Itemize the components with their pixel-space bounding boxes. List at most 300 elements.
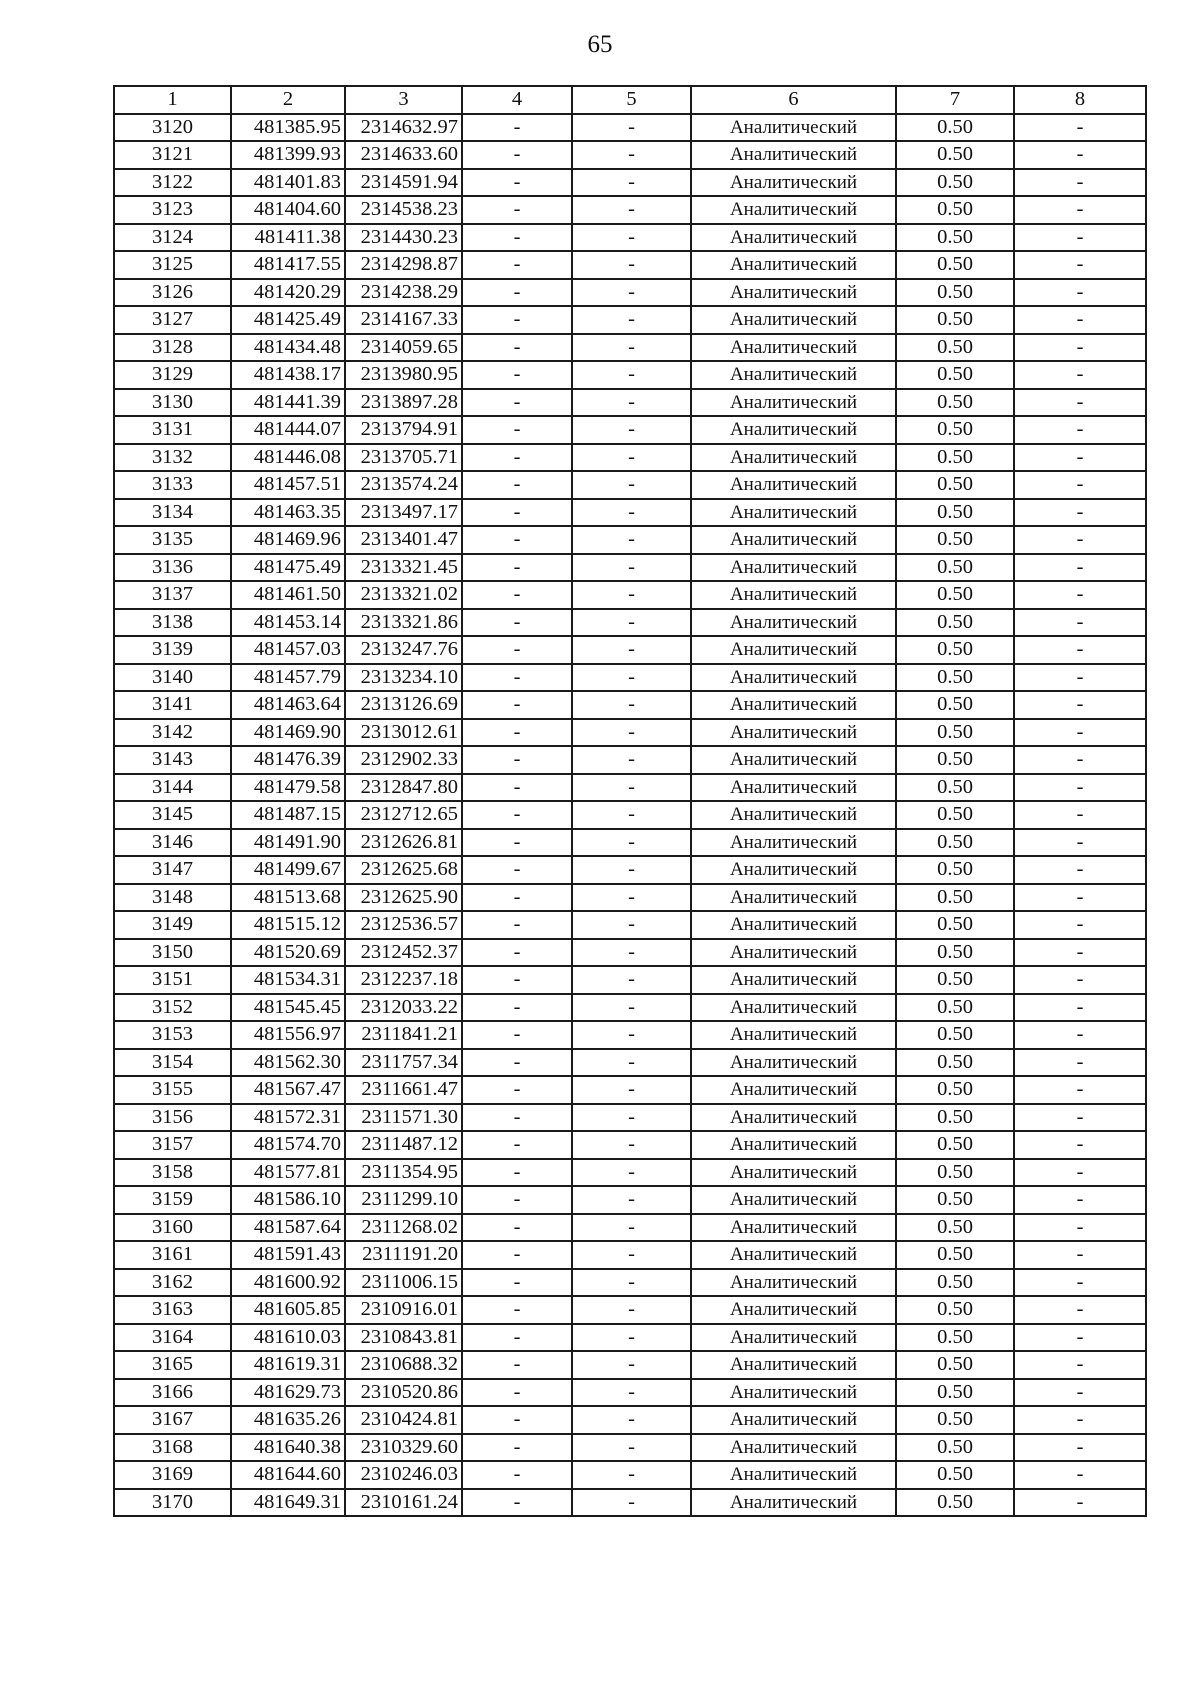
column-header-2: 2 [231, 86, 345, 114]
y-coordinate-cell: 2311299.10 [345, 1186, 462, 1214]
y-coordinate-cell: 2311006.15 [345, 1269, 462, 1297]
accuracy-cell: 0.50 [896, 279, 1014, 307]
accuracy-cell: 0.50 [896, 389, 1014, 417]
y-coordinate-cell: 2313234.10 [345, 664, 462, 692]
table-row [114, 664, 1146, 692]
col-8-value-cell: - [1014, 994, 1146, 1022]
method-cell: Аналитический [691, 939, 896, 967]
method-cell: Аналитический [691, 1159, 896, 1187]
y-coordinate-cell: 2314632.97 [345, 114, 462, 142]
method-cell: Аналитический [691, 1489, 896, 1517]
col-5-value-cell: - [572, 691, 691, 719]
method-cell: Аналитический [691, 774, 896, 802]
accuracy-cell: 0.50 [896, 1186, 1014, 1214]
col-5-value-cell: - [572, 1214, 691, 1242]
col-8-value-cell: - [1014, 279, 1146, 307]
col-5-value-cell: - [572, 1241, 691, 1269]
table-row [114, 1461, 1146, 1489]
col-5-value-cell: - [572, 141, 691, 169]
table-row [114, 856, 1146, 884]
accuracy-cell: 0.50 [896, 1296, 1014, 1324]
col-5-value-cell: - [572, 444, 691, 472]
point-number-cell: 3166 [114, 1379, 231, 1407]
col-4-value-cell: - [462, 224, 572, 252]
y-coordinate-cell: 2311354.95 [345, 1159, 462, 1187]
table-row [114, 581, 1146, 609]
col-4-value-cell: - [462, 416, 572, 444]
point-number-cell: 3163 [114, 1296, 231, 1324]
accuracy-cell: 0.50 [896, 361, 1014, 389]
col-5-value-cell: - [572, 1434, 691, 1462]
accuracy-cell: 0.50 [896, 471, 1014, 499]
coordinates-table [113, 85, 1147, 1517]
col-8-value-cell: - [1014, 939, 1146, 967]
col-5-value-cell: - [572, 169, 691, 197]
table-row [114, 1241, 1146, 1269]
x-coordinate-cell: 481534.31 [231, 966, 345, 994]
point-number-cell: 3157 [114, 1131, 231, 1159]
col-8-value-cell: - [1014, 499, 1146, 527]
table-row [114, 279, 1146, 307]
table-body [114, 114, 1146, 1517]
col-8-value-cell: - [1014, 664, 1146, 692]
table-row [114, 526, 1146, 554]
col-8-value-cell: - [1014, 1049, 1146, 1077]
x-coordinate-cell: 481513.68 [231, 884, 345, 912]
point-number-cell: 3165 [114, 1351, 231, 1379]
col-5-value-cell: - [572, 1379, 691, 1407]
point-number-cell: 3133 [114, 471, 231, 499]
accuracy-cell: 0.50 [896, 1076, 1014, 1104]
x-coordinate-cell: 481463.64 [231, 691, 345, 719]
table-row [114, 884, 1146, 912]
col-8-value-cell: - [1014, 114, 1146, 142]
table-row [114, 1021, 1146, 1049]
col-8-value-cell: - [1014, 719, 1146, 747]
x-coordinate-cell: 481649.31 [231, 1489, 345, 1517]
column-header-8: 8 [1014, 86, 1146, 114]
col-4-value-cell: - [462, 581, 572, 609]
y-coordinate-cell: 2310916.01 [345, 1296, 462, 1324]
table-row [114, 966, 1146, 994]
y-coordinate-cell: 2310424.81 [345, 1406, 462, 1434]
point-number-cell: 3149 [114, 911, 231, 939]
point-number-cell: 3134 [114, 499, 231, 527]
x-coordinate-cell: 481499.67 [231, 856, 345, 884]
x-coordinate-cell: 481438.17 [231, 361, 345, 389]
x-coordinate-cell: 481399.93 [231, 141, 345, 169]
col-8-value-cell: - [1014, 1296, 1146, 1324]
method-cell: Аналитический [691, 719, 896, 747]
col-8-value-cell: - [1014, 746, 1146, 774]
x-coordinate-cell: 481469.90 [231, 719, 345, 747]
accuracy-cell: 0.50 [896, 306, 1014, 334]
method-cell: Аналитический [691, 1324, 896, 1352]
x-coordinate-cell: 481411.38 [231, 224, 345, 252]
col-8-value-cell: - [1014, 774, 1146, 802]
col-4-value-cell: - [462, 526, 572, 554]
col-8-value-cell: - [1014, 801, 1146, 829]
point-number-cell: 3121 [114, 141, 231, 169]
x-coordinate-cell: 481591.43 [231, 1241, 345, 1269]
table-row [114, 1214, 1146, 1242]
col-5-value-cell: - [572, 334, 691, 362]
col-8-value-cell: - [1014, 141, 1146, 169]
method-cell: Аналитический [691, 664, 896, 692]
y-coordinate-cell: 2313794.91 [345, 416, 462, 444]
point-number-cell: 3170 [114, 1489, 231, 1517]
y-coordinate-cell: 2312033.22 [345, 994, 462, 1022]
accuracy-cell: 0.50 [896, 1131, 1014, 1159]
table-row [114, 361, 1146, 389]
table-row [114, 801, 1146, 829]
point-number-cell: 3137 [114, 581, 231, 609]
method-cell: Аналитический [691, 911, 896, 939]
col-8-value-cell: - [1014, 1186, 1146, 1214]
method-cell: Аналитический [691, 279, 896, 307]
method-cell: Аналитический [691, 1461, 896, 1489]
col-4-value-cell: - [462, 1104, 572, 1132]
col-5-value-cell: - [572, 1351, 691, 1379]
col-8-value-cell: - [1014, 581, 1146, 609]
table-row [114, 719, 1146, 747]
table-row [114, 774, 1146, 802]
col-4-value-cell: - [462, 1131, 572, 1159]
table-row [114, 911, 1146, 939]
col-8-value-cell: - [1014, 1461, 1146, 1489]
y-coordinate-cell: 2314430.23 [345, 224, 462, 252]
method-cell: Аналитический [691, 966, 896, 994]
method-cell: Аналитический [691, 224, 896, 252]
table-row [114, 1186, 1146, 1214]
table-row [114, 1351, 1146, 1379]
col-5-value-cell: - [572, 471, 691, 499]
col-4-value-cell: - [462, 114, 572, 142]
x-coordinate-cell: 481487.15 [231, 801, 345, 829]
table-row [114, 1159, 1146, 1187]
method-cell: Аналитический [691, 636, 896, 664]
table-row [114, 499, 1146, 527]
col-4-value-cell: - [462, 664, 572, 692]
col-5-value-cell: - [572, 884, 691, 912]
point-number-cell: 3158 [114, 1159, 231, 1187]
col-8-value-cell: - [1014, 334, 1146, 362]
table-row [114, 416, 1146, 444]
x-coordinate-cell: 481640.38 [231, 1434, 345, 1462]
method-cell: Аналитический [691, 1296, 896, 1324]
y-coordinate-cell: 2312625.68 [345, 856, 462, 884]
x-coordinate-cell: 481587.64 [231, 1214, 345, 1242]
method-cell: Аналитический [691, 306, 896, 334]
y-coordinate-cell: 2310520.86 [345, 1379, 462, 1407]
method-cell: Аналитический [691, 856, 896, 884]
col-5-value-cell: - [572, 554, 691, 582]
accuracy-cell: 0.50 [896, 224, 1014, 252]
col-4-value-cell: - [462, 251, 572, 279]
method-cell: Аналитический [691, 829, 896, 857]
accuracy-cell: 0.50 [896, 1461, 1014, 1489]
point-number-cell: 3169 [114, 1461, 231, 1489]
col-4-value-cell: - [462, 499, 572, 527]
col-5-value-cell: - [572, 939, 691, 967]
method-cell: Аналитический [691, 361, 896, 389]
table-row [114, 1296, 1146, 1324]
col-4-value-cell: - [462, 1489, 572, 1517]
point-number-cell: 3152 [114, 994, 231, 1022]
col-4-value-cell: - [462, 1241, 572, 1269]
accuracy-cell: 0.50 [896, 911, 1014, 939]
column-header-5: 5 [572, 86, 691, 114]
col-8-value-cell: - [1014, 1324, 1146, 1352]
y-coordinate-cell: 2314298.87 [345, 251, 462, 279]
method-cell: Аналитический [691, 994, 896, 1022]
table-row [114, 1434, 1146, 1462]
method-cell: Аналитический [691, 526, 896, 554]
col-5-value-cell: - [572, 1076, 691, 1104]
x-coordinate-cell: 481441.39 [231, 389, 345, 417]
method-cell: Аналитический [691, 554, 896, 582]
method-cell: Аналитический [691, 1351, 896, 1379]
point-number-cell: 3147 [114, 856, 231, 884]
table-row [114, 1489, 1146, 1517]
point-number-cell: 3129 [114, 361, 231, 389]
point-number-cell: 3131 [114, 416, 231, 444]
x-coordinate-cell: 481444.07 [231, 416, 345, 444]
col-8-value-cell: - [1014, 251, 1146, 279]
col-8-value-cell: - [1014, 526, 1146, 554]
col-8-value-cell: - [1014, 444, 1146, 472]
y-coordinate-cell: 2311757.34 [345, 1049, 462, 1077]
col-5-value-cell: - [572, 1324, 691, 1352]
y-coordinate-cell: 2310246.03 [345, 1461, 462, 1489]
col-5-value-cell: - [572, 499, 691, 527]
table-row [114, 1049, 1146, 1077]
x-coordinate-cell: 481457.51 [231, 471, 345, 499]
y-coordinate-cell: 2310688.32 [345, 1351, 462, 1379]
col-8-value-cell: - [1014, 911, 1146, 939]
x-coordinate-cell: 481644.60 [231, 1461, 345, 1489]
col-5-value-cell: - [572, 279, 691, 307]
col-4-value-cell: - [462, 1214, 572, 1242]
y-coordinate-cell: 2314238.29 [345, 279, 462, 307]
accuracy-cell: 0.50 [896, 1159, 1014, 1187]
y-coordinate-cell: 2312625.90 [345, 884, 462, 912]
col-4-value-cell: - [462, 774, 572, 802]
method-cell: Аналитический [691, 1131, 896, 1159]
method-cell: Аналитический [691, 1379, 896, 1407]
y-coordinate-cell: 2313401.47 [345, 526, 462, 554]
method-cell: Аналитический [691, 1049, 896, 1077]
x-coordinate-cell: 481417.55 [231, 251, 345, 279]
method-cell: Аналитический [691, 581, 896, 609]
col-5-value-cell: - [572, 856, 691, 884]
col-5-value-cell: - [572, 801, 691, 829]
col-5-value-cell: - [572, 746, 691, 774]
point-number-cell: 3162 [114, 1269, 231, 1297]
y-coordinate-cell: 2311841.21 [345, 1021, 462, 1049]
column-header-6: 6 [691, 86, 896, 114]
y-coordinate-cell: 2313980.95 [345, 361, 462, 389]
table-row [114, 196, 1146, 224]
col-4-value-cell: - [462, 636, 572, 664]
col-5-value-cell: - [572, 994, 691, 1022]
y-coordinate-cell: 2313012.61 [345, 719, 462, 747]
col-5-value-cell: - [572, 1461, 691, 1489]
method-cell: Аналитический [691, 114, 896, 142]
table-row [114, 169, 1146, 197]
col-5-value-cell: - [572, 664, 691, 692]
point-number-cell: 3142 [114, 719, 231, 747]
method-cell: Аналитический [691, 169, 896, 197]
col-8-value-cell: - [1014, 224, 1146, 252]
col-4-value-cell: - [462, 279, 572, 307]
header-row [114, 86, 1146, 114]
x-coordinate-cell: 481461.50 [231, 581, 345, 609]
x-coordinate-cell: 481446.08 [231, 444, 345, 472]
table-row [114, 1406, 1146, 1434]
method-cell: Аналитический [691, 389, 896, 417]
col-4-value-cell: - [462, 1379, 572, 1407]
point-number-cell: 3128 [114, 334, 231, 362]
method-cell: Аналитический [691, 1076, 896, 1104]
x-coordinate-cell: 481463.35 [231, 499, 345, 527]
method-cell: Аналитический [691, 1186, 896, 1214]
method-cell: Аналитический [691, 196, 896, 224]
y-coordinate-cell: 2313321.86 [345, 609, 462, 637]
x-coordinate-cell: 481476.39 [231, 746, 345, 774]
method-cell: Аналитический [691, 801, 896, 829]
point-number-cell: 3160 [114, 1214, 231, 1242]
col-5-value-cell: - [572, 1489, 691, 1517]
col-4-value-cell: - [462, 746, 572, 774]
y-coordinate-cell: 2312536.57 [345, 911, 462, 939]
col-8-value-cell: - [1014, 1406, 1146, 1434]
point-number-cell: 3144 [114, 774, 231, 802]
method-cell: Аналитический [691, 1241, 896, 1269]
col-8-value-cell: - [1014, 554, 1146, 582]
point-number-cell: 3130 [114, 389, 231, 417]
y-coordinate-cell: 2310329.60 [345, 1434, 462, 1462]
accuracy-cell: 0.50 [896, 829, 1014, 857]
col-4-value-cell: - [462, 361, 572, 389]
col-4-value-cell: - [462, 829, 572, 857]
x-coordinate-cell: 481562.30 [231, 1049, 345, 1077]
point-number-cell: 3139 [114, 636, 231, 664]
point-number-cell: 3161 [114, 1241, 231, 1269]
table-row [114, 389, 1146, 417]
point-number-cell: 3124 [114, 224, 231, 252]
col-4-value-cell: - [462, 691, 572, 719]
x-coordinate-cell: 481586.10 [231, 1186, 345, 1214]
x-coordinate-cell: 481629.73 [231, 1379, 345, 1407]
accuracy-cell: 0.50 [896, 691, 1014, 719]
x-coordinate-cell: 481556.97 [231, 1021, 345, 1049]
col-4-value-cell: - [462, 389, 572, 417]
method-cell: Аналитический [691, 1021, 896, 1049]
y-coordinate-cell: 2312712.65 [345, 801, 462, 829]
point-number-cell: 3159 [114, 1186, 231, 1214]
table-row [114, 1104, 1146, 1132]
y-coordinate-cell: 2314591.94 [345, 169, 462, 197]
accuracy-cell: 0.50 [896, 609, 1014, 637]
col-8-value-cell: - [1014, 196, 1146, 224]
x-coordinate-cell: 481457.79 [231, 664, 345, 692]
col-8-value-cell: - [1014, 1269, 1146, 1297]
column-header-7: 7 [896, 86, 1014, 114]
col-8-value-cell: - [1014, 169, 1146, 197]
col-8-value-cell: - [1014, 361, 1146, 389]
point-number-cell: 3148 [114, 884, 231, 912]
col-4-value-cell: - [462, 939, 572, 967]
method-cell: Аналитический [691, 609, 896, 637]
table-row [114, 251, 1146, 279]
accuracy-cell: 0.50 [896, 1406, 1014, 1434]
x-coordinate-cell: 481453.14 [231, 609, 345, 637]
col-4-value-cell: - [462, 1049, 572, 1077]
method-cell: Аналитический [691, 884, 896, 912]
method-cell: Аналитический [691, 691, 896, 719]
col-4-value-cell: - [462, 1406, 572, 1434]
x-coordinate-cell: 481567.47 [231, 1076, 345, 1104]
point-number-cell: 3138 [114, 609, 231, 637]
y-coordinate-cell: 2314167.33 [345, 306, 462, 334]
col-5-value-cell: - [572, 1104, 691, 1132]
method-cell: Аналитический [691, 746, 896, 774]
accuracy-cell: 0.50 [896, 444, 1014, 472]
col-5-value-cell: - [572, 114, 691, 142]
col-8-value-cell: - [1014, 1379, 1146, 1407]
y-coordinate-cell: 2313126.69 [345, 691, 462, 719]
col-8-value-cell: - [1014, 884, 1146, 912]
col-5-value-cell: - [572, 1406, 691, 1434]
y-coordinate-cell: 2313705.71 [345, 444, 462, 472]
accuracy-cell: 0.50 [896, 719, 1014, 747]
col-4-value-cell: - [462, 196, 572, 224]
table-row [114, 334, 1146, 362]
col-8-value-cell: - [1014, 1214, 1146, 1242]
accuracy-cell: 0.50 [896, 966, 1014, 994]
accuracy-cell: 0.50 [896, 334, 1014, 362]
table-row [114, 1131, 1146, 1159]
col-4-value-cell: - [462, 994, 572, 1022]
col-4-value-cell: - [462, 1434, 572, 1462]
accuracy-cell: 0.50 [896, 1351, 1014, 1379]
col-4-value-cell: - [462, 1186, 572, 1214]
col-5-value-cell: - [572, 1131, 691, 1159]
col-8-value-cell: - [1014, 1104, 1146, 1132]
method-cell: Аналитический [691, 1406, 896, 1434]
table-row [114, 636, 1146, 664]
x-coordinate-cell: 481520.69 [231, 939, 345, 967]
method-cell: Аналитический [691, 1214, 896, 1242]
accuracy-cell: 0.50 [896, 1021, 1014, 1049]
accuracy-cell: 0.50 [896, 939, 1014, 967]
y-coordinate-cell: 2313247.76 [345, 636, 462, 664]
col-8-value-cell: - [1014, 1076, 1146, 1104]
accuracy-cell: 0.50 [896, 1434, 1014, 1462]
page-number: 65 [587, 31, 613, 58]
accuracy-cell: 0.50 [896, 499, 1014, 527]
y-coordinate-cell: 2311571.30 [345, 1104, 462, 1132]
col-4-value-cell: - [462, 966, 572, 994]
table-row [114, 609, 1146, 637]
col-8-value-cell: - [1014, 966, 1146, 994]
x-coordinate-cell: 481574.70 [231, 1131, 345, 1159]
accuracy-cell: 0.50 [896, 416, 1014, 444]
y-coordinate-cell: 2313574.24 [345, 471, 462, 499]
point-number-cell: 3125 [114, 251, 231, 279]
point-number-cell: 3168 [114, 1434, 231, 1462]
